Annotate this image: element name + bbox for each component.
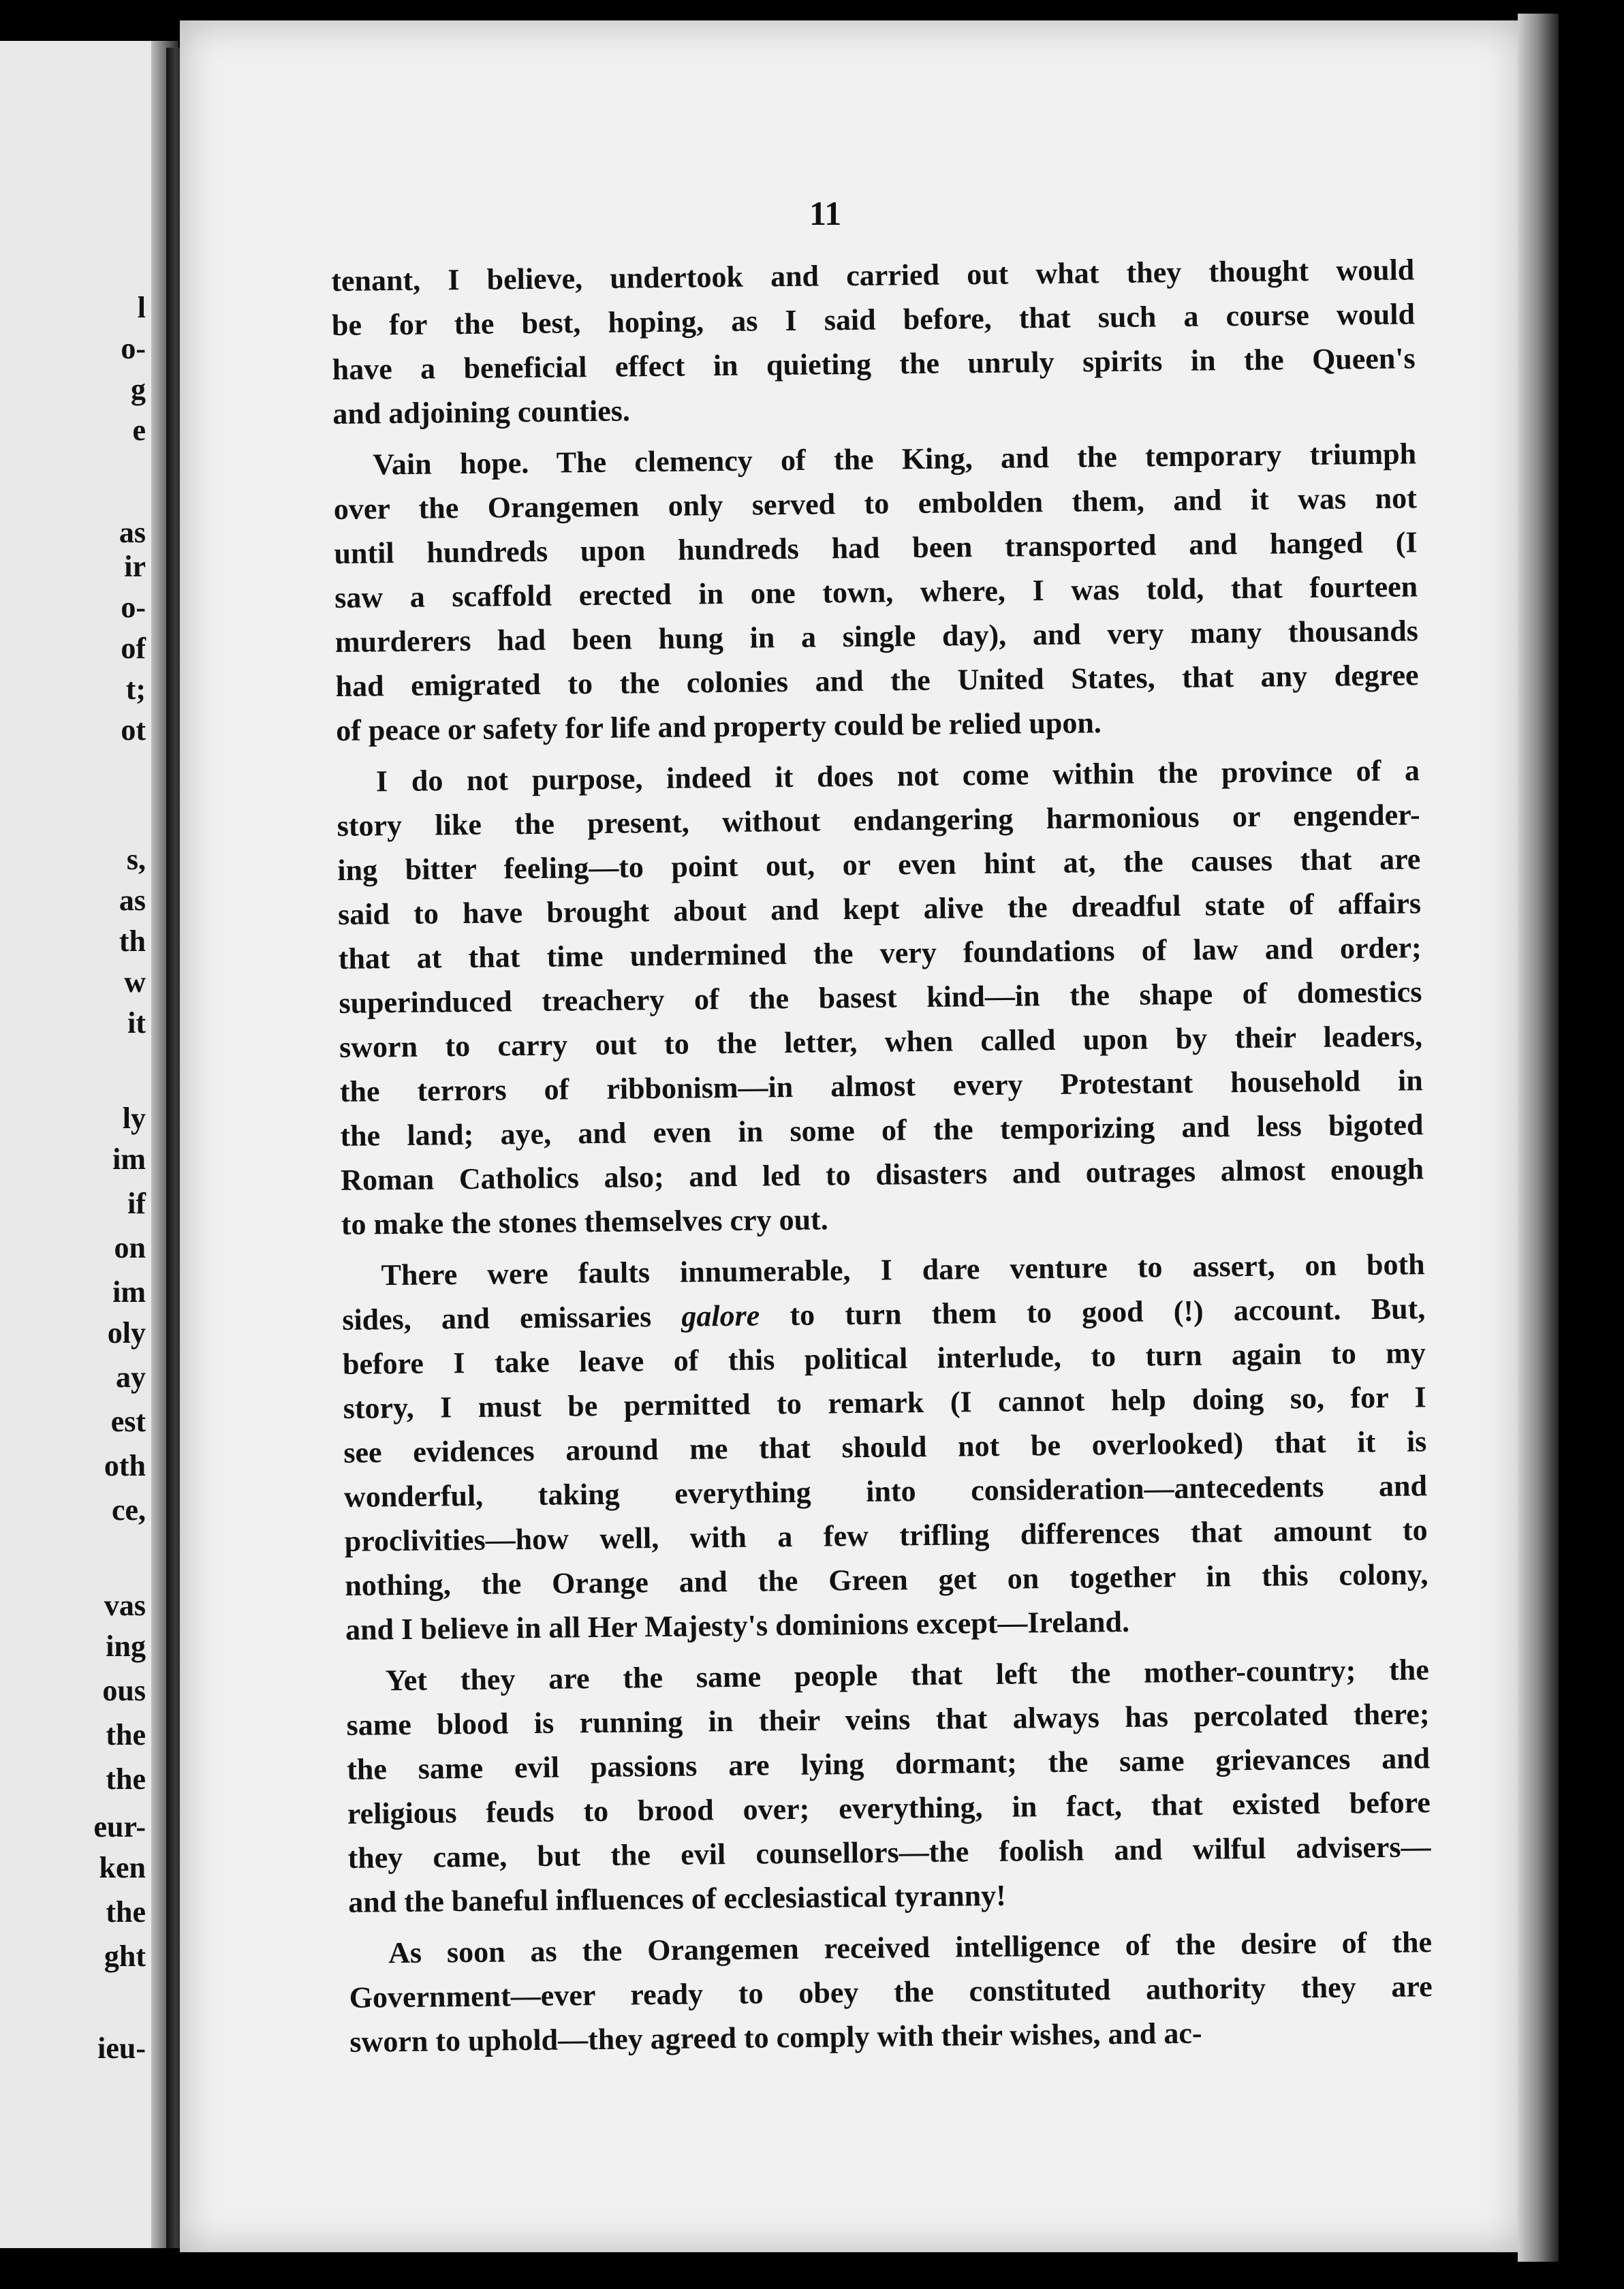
- text-line: of peace or safety for life and property could be relied upon.: [335, 706, 1102, 747]
- text-line: wonderful, taking everything into consideration—antecedents and: [343, 1469, 1428, 1514]
- fragment-text: ous: [102, 1674, 146, 1707]
- text-line: ing bitter feeling—to point out, or even hint at, the causes that are: [337, 842, 1421, 887]
- text-line: the terrors of ribbonism—in almost every Protestant household in: [339, 1063, 1423, 1108]
- fragment-text: w: [124, 965, 146, 999]
- fragment-text: o-: [121, 591, 146, 624]
- fragment-text: t;: [125, 672, 146, 706]
- text-line: saw a scaffold erected in one town, where, I was told, that fourteen: [334, 570, 1418, 614]
- fragment-text: if: [127, 1187, 146, 1220]
- text-line: tenant, I believe, undertook and carried out what they thought would: [331, 253, 1415, 298]
- fragment-text: as: [119, 516, 146, 549]
- paragraph: [331, 247, 1416, 436]
- text-line: and the baneful influences of ecclesiastical tyranny!: [348, 1878, 1006, 1919]
- fragment-text: s,: [126, 843, 146, 876]
- text-line: sworn to uphold—they agreed to comply with their wishes, and ac-: [349, 2016, 1202, 2059]
- text-line: and I believe in all Her Majesty's dominions except—Ireland.: [345, 1604, 1130, 1647]
- fragment-text: of: [121, 632, 146, 665]
- paragraph: [346, 1647, 1432, 1925]
- text-line: that at that time undermined the very foundations of law and order;: [338, 931, 1422, 976]
- fragment-text: e: [132, 414, 146, 447]
- text-line: story like the present, without endangering harmonious or engender-: [337, 798, 1420, 843]
- fragment-text: it: [127, 1006, 146, 1040]
- paragraph: [349, 1920, 1433, 2064]
- text-line: Vain hope. The clemency of the King, and the temporary triumph: [372, 437, 1417, 482]
- fragment-text: th: [119, 924, 146, 958]
- fragment-text: ieu-: [97, 2031, 146, 2065]
- previous-page-text-fragments: [0, 0, 158, 2248]
- fragment-text: im: [112, 1275, 146, 1309]
- text-line: murderers had been hung in a single day), and very many thousands: [334, 614, 1419, 659]
- fragment-text: eur-: [93, 1810, 146, 1843]
- fragment-text: est: [110, 1405, 146, 1438]
- text-line: Roman Catholics also; and led to disasters and outrages almost enough: [340, 1152, 1424, 1197]
- text-line: superinduced treachery of the basest kind—in the shape of domestics: [339, 975, 1422, 1020]
- text-line: Yet they are the same people that left the mother-country; the: [385, 1653, 1430, 1698]
- paragraph: [337, 748, 1424, 1247]
- fragment-text: ken: [99, 1851, 146, 1884]
- fragment-text: oly: [107, 1316, 146, 1350]
- fragment-text: oth: [104, 1449, 146, 1482]
- text-line: have a beneficial effect in quieting the unruly spirits in the Queen's: [332, 341, 1416, 386]
- paragraph: [341, 1242, 1428, 1652]
- text-line: sworn to carry out to the letter, when called upon by their leaders,: [339, 1019, 1423, 1064]
- text-line: over the Orangemen only served to embolden them, and it was not: [333, 481, 1418, 526]
- text-line: see evidences around me that should not be overlooked) that it is: [343, 1424, 1427, 1469]
- fragment-text: the: [106, 1718, 146, 1751]
- fragment-text: ot: [121, 713, 146, 747]
- fragment-text: the: [106, 1762, 146, 1796]
- fragment-text: on: [114, 1231, 146, 1264]
- text-line: religious feuds to brood over; everything, in fact, that existed before: [347, 1786, 1431, 1831]
- text-line: proclivities—how well, with a few trifling differences that amount to: [344, 1513, 1428, 1558]
- body-text: [331, 247, 1433, 2064]
- fragment-text: as: [119, 884, 146, 917]
- fragment-text: ay: [116, 1360, 146, 1394]
- page-number: 11: [809, 194, 842, 232]
- fragment-text: o-: [121, 332, 146, 365]
- fragment-text: ght: [104, 1940, 146, 1973]
- text-line: before I take leave of this political interlude, to turn again to my: [342, 1336, 1426, 1381]
- text-line: the land; aye, and even in some of the temporizing and less bigoted: [340, 1108, 1424, 1153]
- text-line: same blood is running in their veins that always has percolated there;: [346, 1697, 1430, 1742]
- text-line: had emigrated to the colonies and the United States, that any degree: [335, 658, 1419, 703]
- text-line: sides, and emissaries galore to turn them to good (!) account. But,: [342, 1292, 1426, 1337]
- fragment-text: im: [112, 1142, 146, 1176]
- page-right-edge: [1518, 14, 1559, 2262]
- text-line: story, I must be permitted to remark (I cannot help doing so, for I: [343, 1380, 1426, 1425]
- text-line: I do not purpose, indeed it does not come within the province of a: [375, 753, 1420, 798]
- text-line: There were faults innumerable, I dare venture to assert, on both: [381, 1247, 1425, 1292]
- fragment-text: ly: [122, 1102, 146, 1135]
- text-line: be for the best, hoping, as I said before, that such a course would: [331, 297, 1416, 342]
- fragment-text: ce,: [111, 1493, 146, 1527]
- fragment-text: l: [137, 291, 146, 324]
- text-line: and adjoining counties.: [332, 394, 631, 431]
- fragment-text: ing: [106, 1630, 146, 1663]
- text-line: said to have brought about and kept alive the dreadful state of affairs: [337, 886, 1422, 931]
- paragraph: [333, 431, 1420, 753]
- fragment-text: the: [106, 1895, 146, 1929]
- fragment-text: g: [131, 373, 146, 406]
- text-line: As soon as the Orangemen received intelligence of the desire of the: [388, 1925, 1433, 1970]
- text-line: they came, but the evil counsellors—the foolish and wilful advisers—: [347, 1830, 1431, 1875]
- text-line: nothing, the Orange and the Green get on together in this colony,: [345, 1557, 1428, 1602]
- fragment-text: ir: [124, 550, 146, 583]
- text-line: until hundreds upon hundreds had been transported and hanged (I: [334, 525, 1418, 570]
- text-line: to make the stones themselves cry out.: [341, 1202, 828, 1241]
- text-line: Government—ever ready to obey the constituted authority they are: [349, 1969, 1433, 2014]
- text-line: the same evil passions are lying dormant; the same grievances and: [346, 1741, 1431, 1786]
- fragment-text: vas: [104, 1589, 146, 1622]
